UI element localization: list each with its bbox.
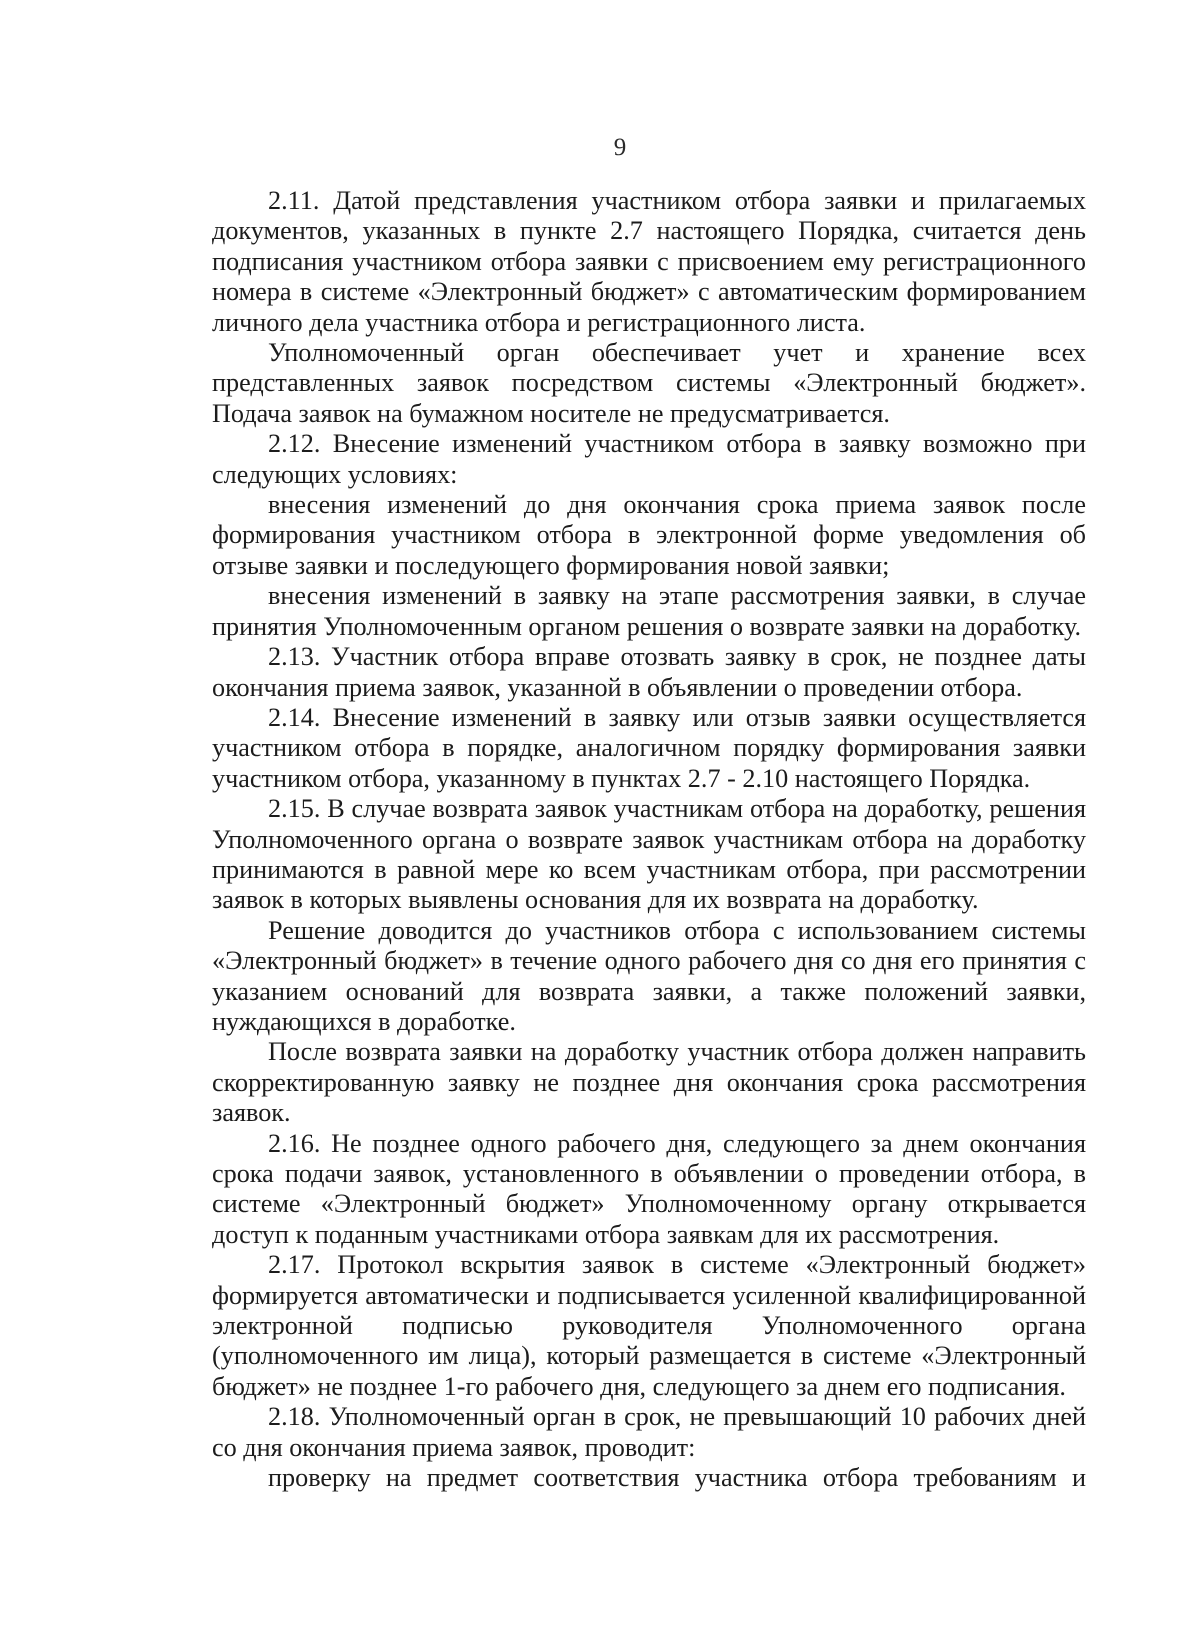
paragraph-2-16: 2.16. Не позднее одного рабочего дня, следующего за днем окончания срока подачи заявок, установленного в объявлении о проведении отбора, в системе «Электронный бюджет» Уполномоченному органу открывается доступ к поданным участниками отбора заявкам для их рассмотрения.	[212, 1128, 1086, 1249]
paragraph-decision: Решение доводится до участников отбора с использованием системы «Электронный бюджет» в течение одного рабочего дня со дня его принятия с указанием оснований для возврата заявки, а также положений заявки, нуждающихся в доработке.	[212, 915, 1086, 1036]
page-number: 9	[613, 134, 627, 161]
paragraph-2-15: 2.15. В случае возврата заявок участникам отбора на доработку, решения Уполномоченного органа о возврате заявок участникам отбора на доработку принимаются в равной мере ко всем участникам отбора, при рассмотрении заявок в которых выявлены основания для их возврата на доработку.	[212, 794, 1086, 915]
paragraph-condition-2: внесения изменений в заявку на этапе рассмотрения заявки, в случае принятия Уполномоченным органом решения о возврате заявки на доработку.	[212, 581, 1086, 641]
paragraph-check: проверку на предмет соответствия участника отбора требованиям и	[268, 1463, 1086, 1493]
paragraph-2-13: 2.13. Участник отбора вправе отозвать заявку в срок, не позднее даты окончания приема заявок, указанной в объявлении о проведении отбора.	[212, 642, 1086, 702]
paragraph-storage: Уполномоченный орган обеспечивает учет и хранение всех представленных заявок посредством системы «Электронный бюджет». Подача заявок на бумажном носителе не предусматривается.	[212, 338, 1086, 428]
paragraph-2-18: 2.18. Уполномоченный орган в срок, не превышающий 10 рабочих дней со дня окончания приема заявок, проводит:	[212, 1402, 1086, 1462]
document-body	[212, 186, 1086, 1493]
paragraph-2-17: 2.17. Протокол вскрытия заявок в системе «Электронный бюджет» формируется автоматически и подписывается усиленной квалифицированной электронной подписью руководителя Уполномоченного органа (уполномоченного им лица), который размещается в системе «Электронный бюджет» не позднее 1-го рабочего дня, следующего за днем его подписания.	[212, 1250, 1086, 1401]
paragraph-2-11: 2.11. Датой представления участником отбора заявки и прилагаемых документов, указанных в пункте 2.7 настоящего Порядка, считается день подписания участником отбора заявки с присвоением ему регистрационного номера в системе «Электронный бюджет» с автоматическим формированием личного дела участника отбора и регистрационного листа.	[212, 186, 1086, 337]
paragraph-2-12: 2.12. Внесение изменений участником отбора в заявку возможно при следующих условиях:	[212, 429, 1086, 489]
paragraph-condition-1: внесения изменений до дня окончания срока приема заявок после формирования участником отбора в электронной форме уведомления об отзыве заявки и последующего формирования новой заявки;	[212, 490, 1086, 580]
paragraph-2-14: 2.14. Внесение изменений в заявку или отзыв заявки осуществляется участником отбора в порядке, аналогичном порядку формирования заявки участником отбора, указанному в пунктах 2.7 - 2.10 настоящего Порядка.	[212, 702, 1086, 793]
paragraph-after-return: После возврата заявки на доработку участник отбора должен направить скорректированную заявку не позднее дня окончания срока рассмотрения заявок.	[212, 1037, 1086, 1128]
